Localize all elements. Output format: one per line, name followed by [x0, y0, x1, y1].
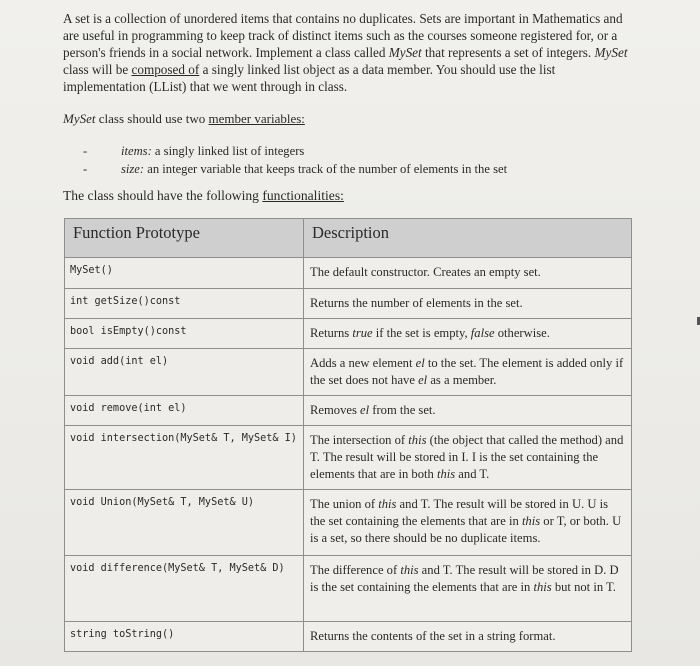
- desc-part: otherwise.: [494, 326, 550, 340]
- table-row: [65, 622, 632, 652]
- description-cell: [304, 319, 632, 349]
- desc-italic: this: [378, 497, 397, 511]
- class-name-italic: MySet: [388, 45, 422, 60]
- desc-part: and T. The result will be stored in D. D is the set containing the elements that are in: [310, 563, 619, 594]
- functions-lead-underlined: functionalities:: [262, 188, 344, 203]
- prototype-cell: void difference(MySet& T, MySet& D): [65, 556, 304, 622]
- prototype-cell: void remove(int el): [65, 396, 304, 426]
- intro-text-4: a singly linked list object as a data member. You should use the list implementation (LList) that we went through in class.: [63, 62, 556, 94]
- members-lead: [63, 111, 305, 127]
- desc-part: if the set is empty,: [372, 326, 471, 340]
- desc-part: to the set. The element is added only if the set does not have: [310, 356, 624, 387]
- prototype-cell: void intersection(MySet& T, MySet& I): [65, 426, 304, 490]
- description-cell: The default constructor. Creates an empty set.: [304, 258, 632, 289]
- member-name: items:: [121, 144, 152, 158]
- desc-part: as a member.: [427, 373, 497, 387]
- prototype-cell: string toString(): [65, 622, 304, 652]
- member-text: a singly linked list of integers: [151, 144, 305, 158]
- intro-paragraph: [63, 10, 635, 95]
- header-function-prototype: Function Prototype: [65, 219, 304, 258]
- desc-part: Returns: [310, 326, 353, 340]
- desc-part: The difference of: [310, 563, 401, 577]
- intro-text-3: class will be: [63, 62, 132, 77]
- description-cell: [304, 556, 632, 622]
- intro-text-2: that represents a set of integers.: [421, 45, 595, 60]
- description-cell: [304, 426, 632, 490]
- desc-part: or T, or both. U is a set, so there should be no duplicate items.: [310, 514, 622, 545]
- description-cell: [304, 349, 632, 396]
- table-row: [65, 349, 632, 396]
- member-name: size:: [121, 162, 145, 176]
- header-description: Description: [304, 219, 632, 258]
- description-cell: Returns the contents of the set in a string format.: [304, 622, 632, 652]
- desc-italic: false: [470, 326, 495, 340]
- desc-part: (the object that called the method) and T. The result will be stored in I. I is the set containing the elements that are in both: [310, 433, 624, 481]
- desc-italic: this: [408, 433, 427, 447]
- members-lead-underlined: member variables:: [208, 111, 305, 126]
- desc-part: but not in T.: [551, 580, 616, 594]
- table-row: [65, 319, 632, 349]
- member-text: an integer variable that keeps track of the number of elements in the set: [144, 162, 508, 176]
- table-row: [65, 426, 632, 490]
- functions-lead-text: The class should have the following: [63, 188, 263, 203]
- table-row: [65, 258, 632, 289]
- desc-part: and T. The result will be stored in U. U is the set containing the elements that are in: [310, 497, 609, 528]
- desc-italic: this: [533, 580, 552, 594]
- prototype-cell: bool isEmpty()const: [65, 319, 304, 349]
- table-row: [65, 490, 632, 556]
- desc-part: The union of: [310, 497, 379, 511]
- members-lead-class-name: MySet: [63, 111, 96, 126]
- prototype-cell: int getSize()const: [65, 289, 304, 319]
- desc-italic: el: [418, 373, 428, 387]
- table-header-row: [65, 219, 632, 258]
- list-item: [83, 142, 507, 160]
- prototype-cell: void add(int el): [65, 349, 304, 396]
- desc-part: The intersection of: [310, 433, 409, 447]
- desc-italic: el: [415, 356, 425, 370]
- description-cell: [304, 396, 632, 426]
- desc-part: Adds a new element: [310, 356, 416, 370]
- desc-italic: this: [400, 563, 419, 577]
- list-item: [83, 160, 507, 178]
- table-row: [65, 396, 632, 426]
- prototype-cell: void Union(MySet& T, MySet& U): [65, 490, 304, 556]
- description-cell: [304, 490, 632, 556]
- desc-italic: el: [360, 403, 370, 417]
- class-name-italic-2: MySet: [594, 45, 628, 60]
- desc-italic: true: [352, 326, 373, 340]
- table-row: [65, 289, 632, 319]
- intro-text-1: A set is a collection of unordered items that contains no duplicates. Sets are important in Mathematics and are useful in programming to keep track of distinct items such as the courses someone registered for, or a person's friends in a social network. Implement a class called: [63, 11, 623, 60]
- prototype-cell: MySet(): [65, 258, 304, 289]
- desc-part: and T.: [455, 467, 490, 481]
- member-variable-list: [83, 142, 507, 178]
- desc-italic: this: [521, 514, 541, 528]
- composed-of-underlined: composed of: [131, 62, 200, 77]
- desc-part: Removes: [310, 403, 361, 417]
- description-cell: Returns the number of elements in the set.: [304, 289, 632, 319]
- functions-table: [64, 218, 632, 652]
- members-lead-text: class should use two: [95, 111, 209, 126]
- table-row: [65, 556, 632, 622]
- desc-italic: this: [436, 467, 456, 481]
- desc-part: from the set.: [369, 403, 436, 417]
- functions-lead: [63, 188, 344, 204]
